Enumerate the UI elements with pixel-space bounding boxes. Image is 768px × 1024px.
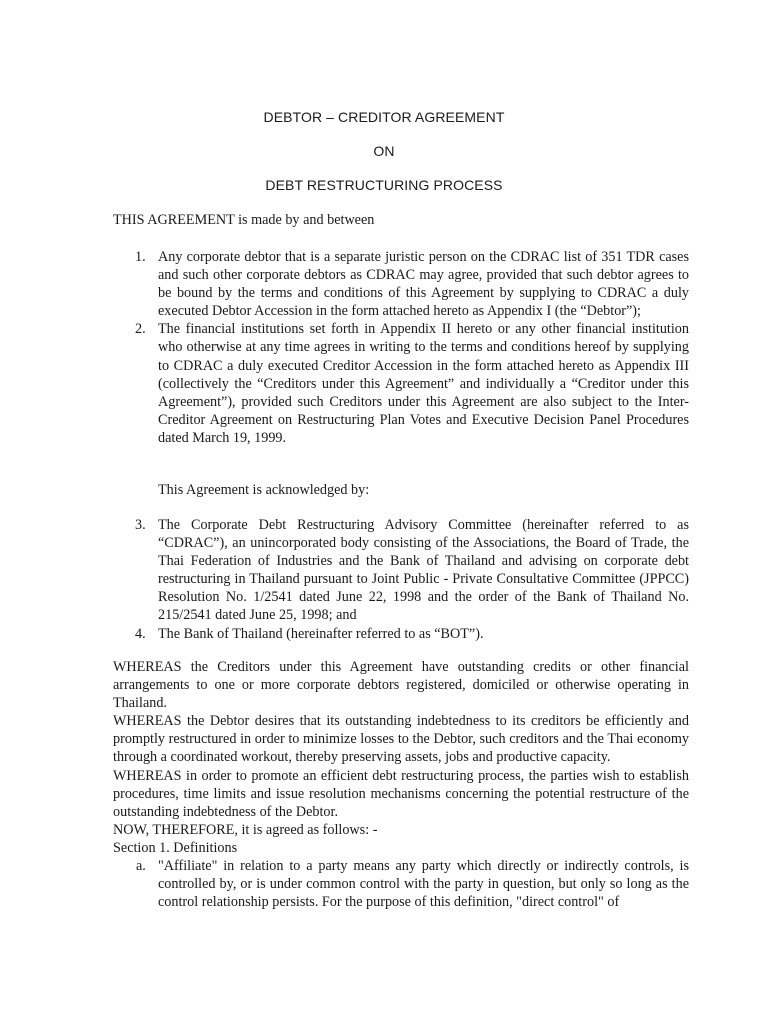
parties-list-b	[113, 516, 689, 643]
party-text: Any corporate debtor that is a separate juristic person on the CDRAC list of 351 TDR cases and such other corporate debtors as CDRAC may agree, provided that such debtor agrees to be bound by the terms and conditions of this Agreement by supplying to CDRAC a duly executed Debtor Accession in the form attached hereto as Appendix I (the “Debtor”);	[158, 249, 689, 320]
intro-rest: is made by and between	[234, 212, 375, 228]
recitals-block	[113, 658, 689, 911]
party-item	[113, 625, 689, 643]
party-item	[113, 320, 689, 447]
party-number: 4.	[135, 625, 146, 642]
party-text: The Bank of Thailand (hereinafter referred to as “BOT”).	[158, 625, 484, 642]
party-number: 2.	[135, 321, 146, 338]
whereas-paragraph: WHEREAS the Debtor desires that its outstanding indebtedness to its creditors be efficiently and promptly restructured in order to minimize losses to the Debtor, such creditors and the Thai economy through a coordinated workout, thereby preserving assets, jobs and productive capacity.	[113, 713, 689, 766]
party-text: The financial institutions set forth in Appendix II hereto or any other financial institution who otherwise at any time agrees in writing to the terms and conditions hereof by supplying to CDRAC a duly executed Creditor Accession in the form attached hereto as Appendix III (collectively the “Creditors under this Agreement” and individually a “Creditor under this Agreement”), provided such Creditors under this Agreement are also subject to the Inter-Creditor Agreement on Restructuring Plan Votes and Executive Decision Panel Procedures dated March 19, 1999.	[158, 321, 689, 446]
definition-item	[113, 857, 689, 911]
intro-bold: THIS AGREEMENT	[113, 212, 235, 228]
document-title: DEBTOR – CREDITOR AGREEMENT	[263, 109, 505, 125]
document-subtitle: DEBT RESTRUCTURING PROCESS	[265, 177, 503, 193]
acknowledged-line: This Agreement is acknowledged by:	[158, 482, 370, 498]
party-text: The Corporate Debt Restructuring Advisory Committee (hereinafter referred to as “CDRAC”), an unincorporated body consisting of the Associations, the Board of Trade, the Thai Federation of Industries and the Bank of Thailand and advising on corporate debt restructuring in Thailand pursuant to Joint Public - Private Consultative Committee (JPPCC) Resolution No. 1/2541 dated June 22, 1998 and the order of the Bank of Thailand No. 215/2541 dated June 25, 1998; and	[158, 517, 689, 624]
section-heading: Section 1. Definitions	[113, 839, 238, 856]
whereas-paragraph: WHEREAS in order to promote an efficient debt restructuring process, the parties wish to establish procedures, time limits and issue resolution mechanisms concerning the potential restructure of the outstanding indebtedness of the Debtor.	[113, 767, 689, 820]
document-title-connector: ON	[373, 143, 395, 159]
party-item	[113, 248, 689, 320]
party-number: 1.	[135, 249, 146, 265]
definition-text: "Affiliate" in relation to a party means any party which directly or indirectly controls, is controlled by, or is under common control with the party in question, but only so long as the control relationship persists. For the purpose of this definition, "direct control" of	[158, 858, 689, 911]
definition-letter: a.	[136, 858, 146, 875]
intro-line	[113, 212, 374, 229]
party-item	[113, 516, 689, 625]
now-therefore: NOW, THEREFORE, it is agreed as follows: -	[113, 821, 378, 838]
parties-list-a	[113, 248, 689, 447]
party-number: 3.	[135, 517, 146, 533]
whereas-paragraph: WHEREAS the Creditors under this Agreement have outstanding credits or other financial arrangements to one or more corporate debtors registered, domiciled or otherwise operating in Thailand.	[113, 659, 689, 712]
